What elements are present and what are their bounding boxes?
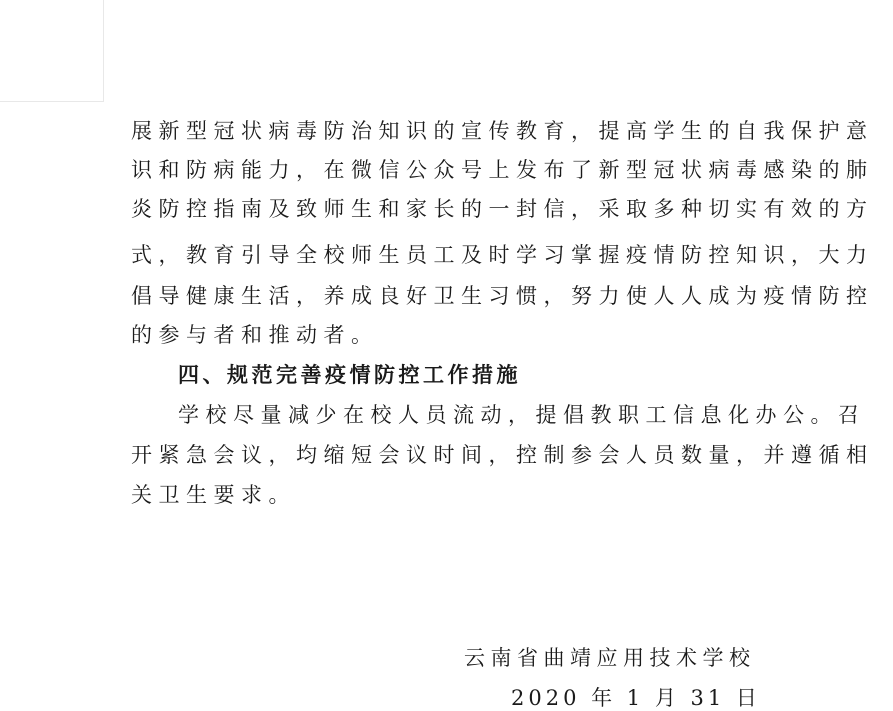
signature-date: 2020 年 1 月 31 日 — [511, 686, 761, 710]
signature-organization: 云南省曲靖应用技术学校 — [464, 646, 756, 670]
paragraph-1-line-6: 的参与者和推动者。 — [131, 323, 379, 347]
paragraph-2-line-1: 学校尽量减少在校人员流动，提倡教职工信息化办公。召 — [178, 403, 866, 427]
paragraph-2-line-2: 开紧急会议，均缩短会议时间，控制参会人员数量，并遵循相 — [131, 443, 874, 467]
paragraph-1-line-2: 识和防病能力，在微信公众号上发布了新型冠状病毒感染的肺 — [131, 158, 874, 182]
crop-mark-horizontal — [0, 101, 104, 102]
paragraph-1-line-1: 展新型冠状病毒防治知识的宣传教育，提高学生的自我保护意 — [131, 119, 874, 143]
paragraph-1-line-5: 倡导健康生活，养成良好卫生习惯，努力使人人成为疫情防控 — [131, 284, 874, 308]
paragraph-2-line-3: 关卫生要求。 — [131, 483, 296, 507]
section-heading: 四、规范完善疫情防控工作措施 — [178, 362, 521, 387]
paragraph-1-line-4: 式，教育引导全校师生员工及时学习掌握疫情防控知识，大力 — [131, 243, 874, 267]
crop-mark-vertical — [103, 0, 104, 102]
paragraph-1-line-3: 炎防控指南及致师生和家长的一封信，采取多种切实有效的方 — [131, 197, 874, 221]
